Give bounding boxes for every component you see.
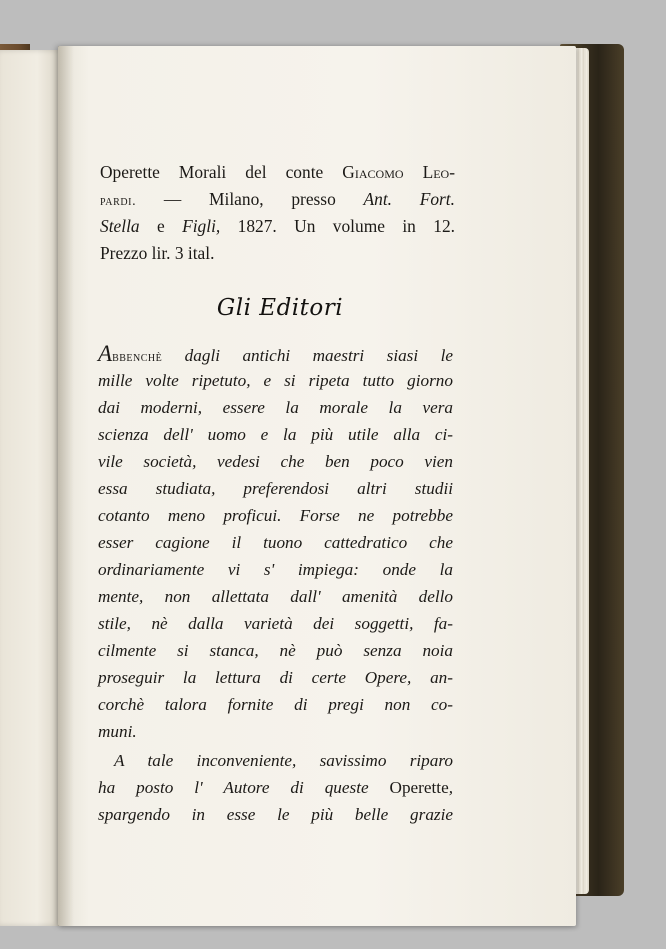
citation-line-3 xyxy=(100,214,455,238)
body-line: stile, nè dalla varietà dei soggetti, fa- xyxy=(98,614,453,633)
operette-word: Operette xyxy=(389,778,449,797)
citation-text: Operette Morali del conte xyxy=(100,162,343,182)
body-line: esser cagione il tuono cattedratico che xyxy=(98,533,453,552)
body-line: corchè talora fornite di pregi non co- xyxy=(98,695,453,714)
para2-line-1: A tale inconveniente, savissimo riparo xyxy=(114,751,453,770)
body-line: essa studiata, preferendosi altri studii xyxy=(98,479,453,498)
body-line: ordinariamente vi s' impiega: onde la xyxy=(98,560,453,579)
first-word: bbenchè xyxy=(112,350,163,365)
body-line: vile società, vedesi che ben poco vien xyxy=(98,452,453,471)
body-line: muni. xyxy=(98,722,137,741)
para2-line-2 xyxy=(98,777,453,799)
para2-line-3: spargendo in esse le più belle grazie xyxy=(98,805,453,824)
body-line: mente, non allettata dall' amenità dello xyxy=(98,587,453,606)
body-line: mille volte ripetuto, e si ripeta tutto giorno xyxy=(98,371,453,390)
publisher-name: Ant. Fort. xyxy=(363,189,455,209)
author-name: Giacomo Leo- xyxy=(342,162,455,182)
citation-line-4: Prezzo lir. 3 ital. xyxy=(100,243,215,263)
body-text: , xyxy=(448,778,453,797)
author-name-cont: pardi. xyxy=(100,194,137,209)
body-line: scienza dell' uomo e la più utile alla ci- xyxy=(98,425,453,444)
body-line: cilmente si stanca, nè può senza noia xyxy=(98,641,453,660)
citation-text: e xyxy=(139,216,183,236)
citation-line-1 xyxy=(100,160,455,184)
drop-cap: A xyxy=(98,341,113,366)
body-line: proseguir la lettura di certe Opere, an- xyxy=(98,668,453,687)
body-text: dagli antichi maestri siasi le xyxy=(162,346,453,365)
citation-text: 1827. Un volume in 12. xyxy=(220,216,455,236)
citation-line-2 xyxy=(100,187,455,214)
body-text: ha posto l' Autore di queste xyxy=(98,778,390,797)
section-heading: Gli Editori xyxy=(216,295,344,321)
citation-text: — Milano, presso xyxy=(136,189,364,209)
publisher-name-cont: Stella xyxy=(100,216,140,236)
body-line-1 xyxy=(98,343,453,369)
publisher-figli: Figli, xyxy=(182,216,221,236)
body-line: dai moderni, essere la morale la vera xyxy=(98,398,453,417)
body-line: cotanto meno proficui. Forse ne potrebbe xyxy=(98,506,453,525)
